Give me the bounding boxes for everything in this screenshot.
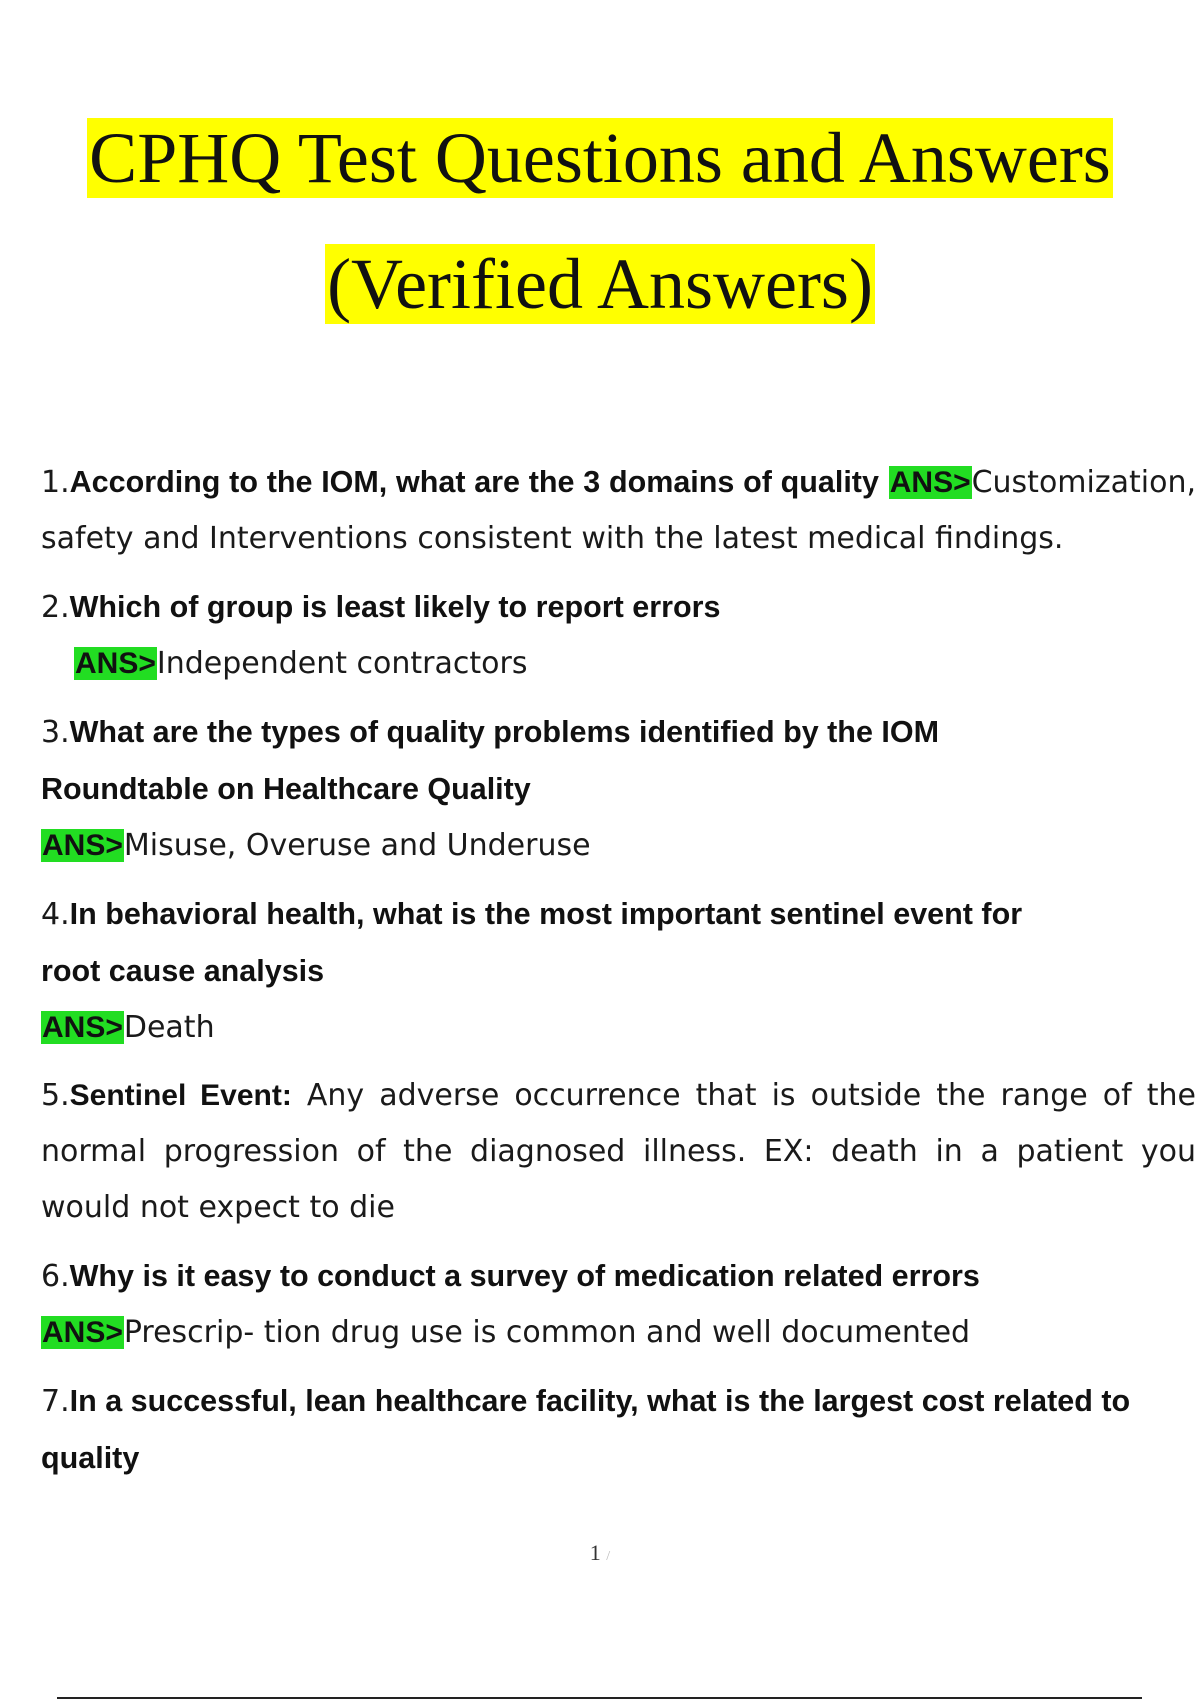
answer-text: Independent contractors bbox=[156, 646, 528, 681]
page-number-suffix: / bbox=[606, 1549, 611, 1564]
page-number-value: 1 bbox=[589, 1540, 601, 1565]
question-text: Which of group is least likely to report errors bbox=[69, 590, 721, 624]
answer-text: Customization, safety and Interventions consistent with the latest medical findings. bbox=[41, 465, 1196, 556]
qa-item-4 bbox=[41, 886, 1196, 1056]
answer-text: Prescrip- tion drug use is common and well documented bbox=[123, 1315, 971, 1350]
title-line-2 bbox=[0, 242, 1200, 326]
question-text: According to the IOM, what are the 3 domains of quality bbox=[69, 465, 879, 499]
qa-item-3 bbox=[41, 704, 1196, 874]
title-text-2: (Verified Answers) bbox=[327, 244, 873, 324]
question-text: What are the types of quality problems identified by the IOM Roundtable on Healthcare Quality bbox=[41, 715, 939, 806]
title-text-1: CPHQ Test Questions and Answers bbox=[89, 118, 1111, 198]
qa-item-2 bbox=[41, 579, 1196, 692]
footer-divider bbox=[57, 1697, 1142, 1699]
answer-tag: ANS> bbox=[42, 1011, 123, 1044]
item-number: 5. bbox=[41, 1078, 70, 1113]
question-text: Why is it easy to conduct a survey of medication related errors bbox=[69, 1259, 980, 1293]
answer-tag: ANS> bbox=[889, 466, 971, 499]
answer-text: Death bbox=[123, 1010, 215, 1045]
qa-item-6 bbox=[41, 1248, 1196, 1361]
definition-text: Any adverse occurrence that is outside the range of the normal progression of the diagnosed illness. EX: death in a patient you would not expect to die bbox=[41, 1078, 1196, 1225]
item-number: 7. bbox=[41, 1384, 70, 1419]
qa-item-5 bbox=[41, 1068, 1196, 1236]
answer-tag: ANS> bbox=[42, 829, 123, 862]
question-text: In a successful, lean healthcare facility, what is the largest cost related to quality bbox=[41, 1384, 1131, 1475]
answer-tag: ANS> bbox=[75, 647, 156, 680]
item-number: 3. bbox=[41, 715, 70, 750]
qa-item-7 bbox=[41, 1373, 1196, 1487]
answer-tag: ANS> bbox=[42, 1316, 123, 1349]
item-number: 2. bbox=[41, 590, 70, 625]
item-number: 6. bbox=[41, 1259, 70, 1294]
title-line-1 bbox=[0, 116, 1200, 200]
page-number bbox=[0, 1540, 1200, 1566]
item-number: 4. bbox=[41, 897, 70, 932]
item-number: 1. bbox=[41, 465, 70, 500]
qa-list bbox=[41, 454, 1196, 1499]
question-text: In behavioral health, what is the most important sentinel event for root cause analysis bbox=[41, 897, 1023, 988]
qa-item-1 bbox=[41, 454, 1196, 567]
answer-text: Misuse, Overuse and Underuse bbox=[123, 828, 591, 863]
term-label: Sentinel Event: bbox=[69, 1079, 292, 1112]
